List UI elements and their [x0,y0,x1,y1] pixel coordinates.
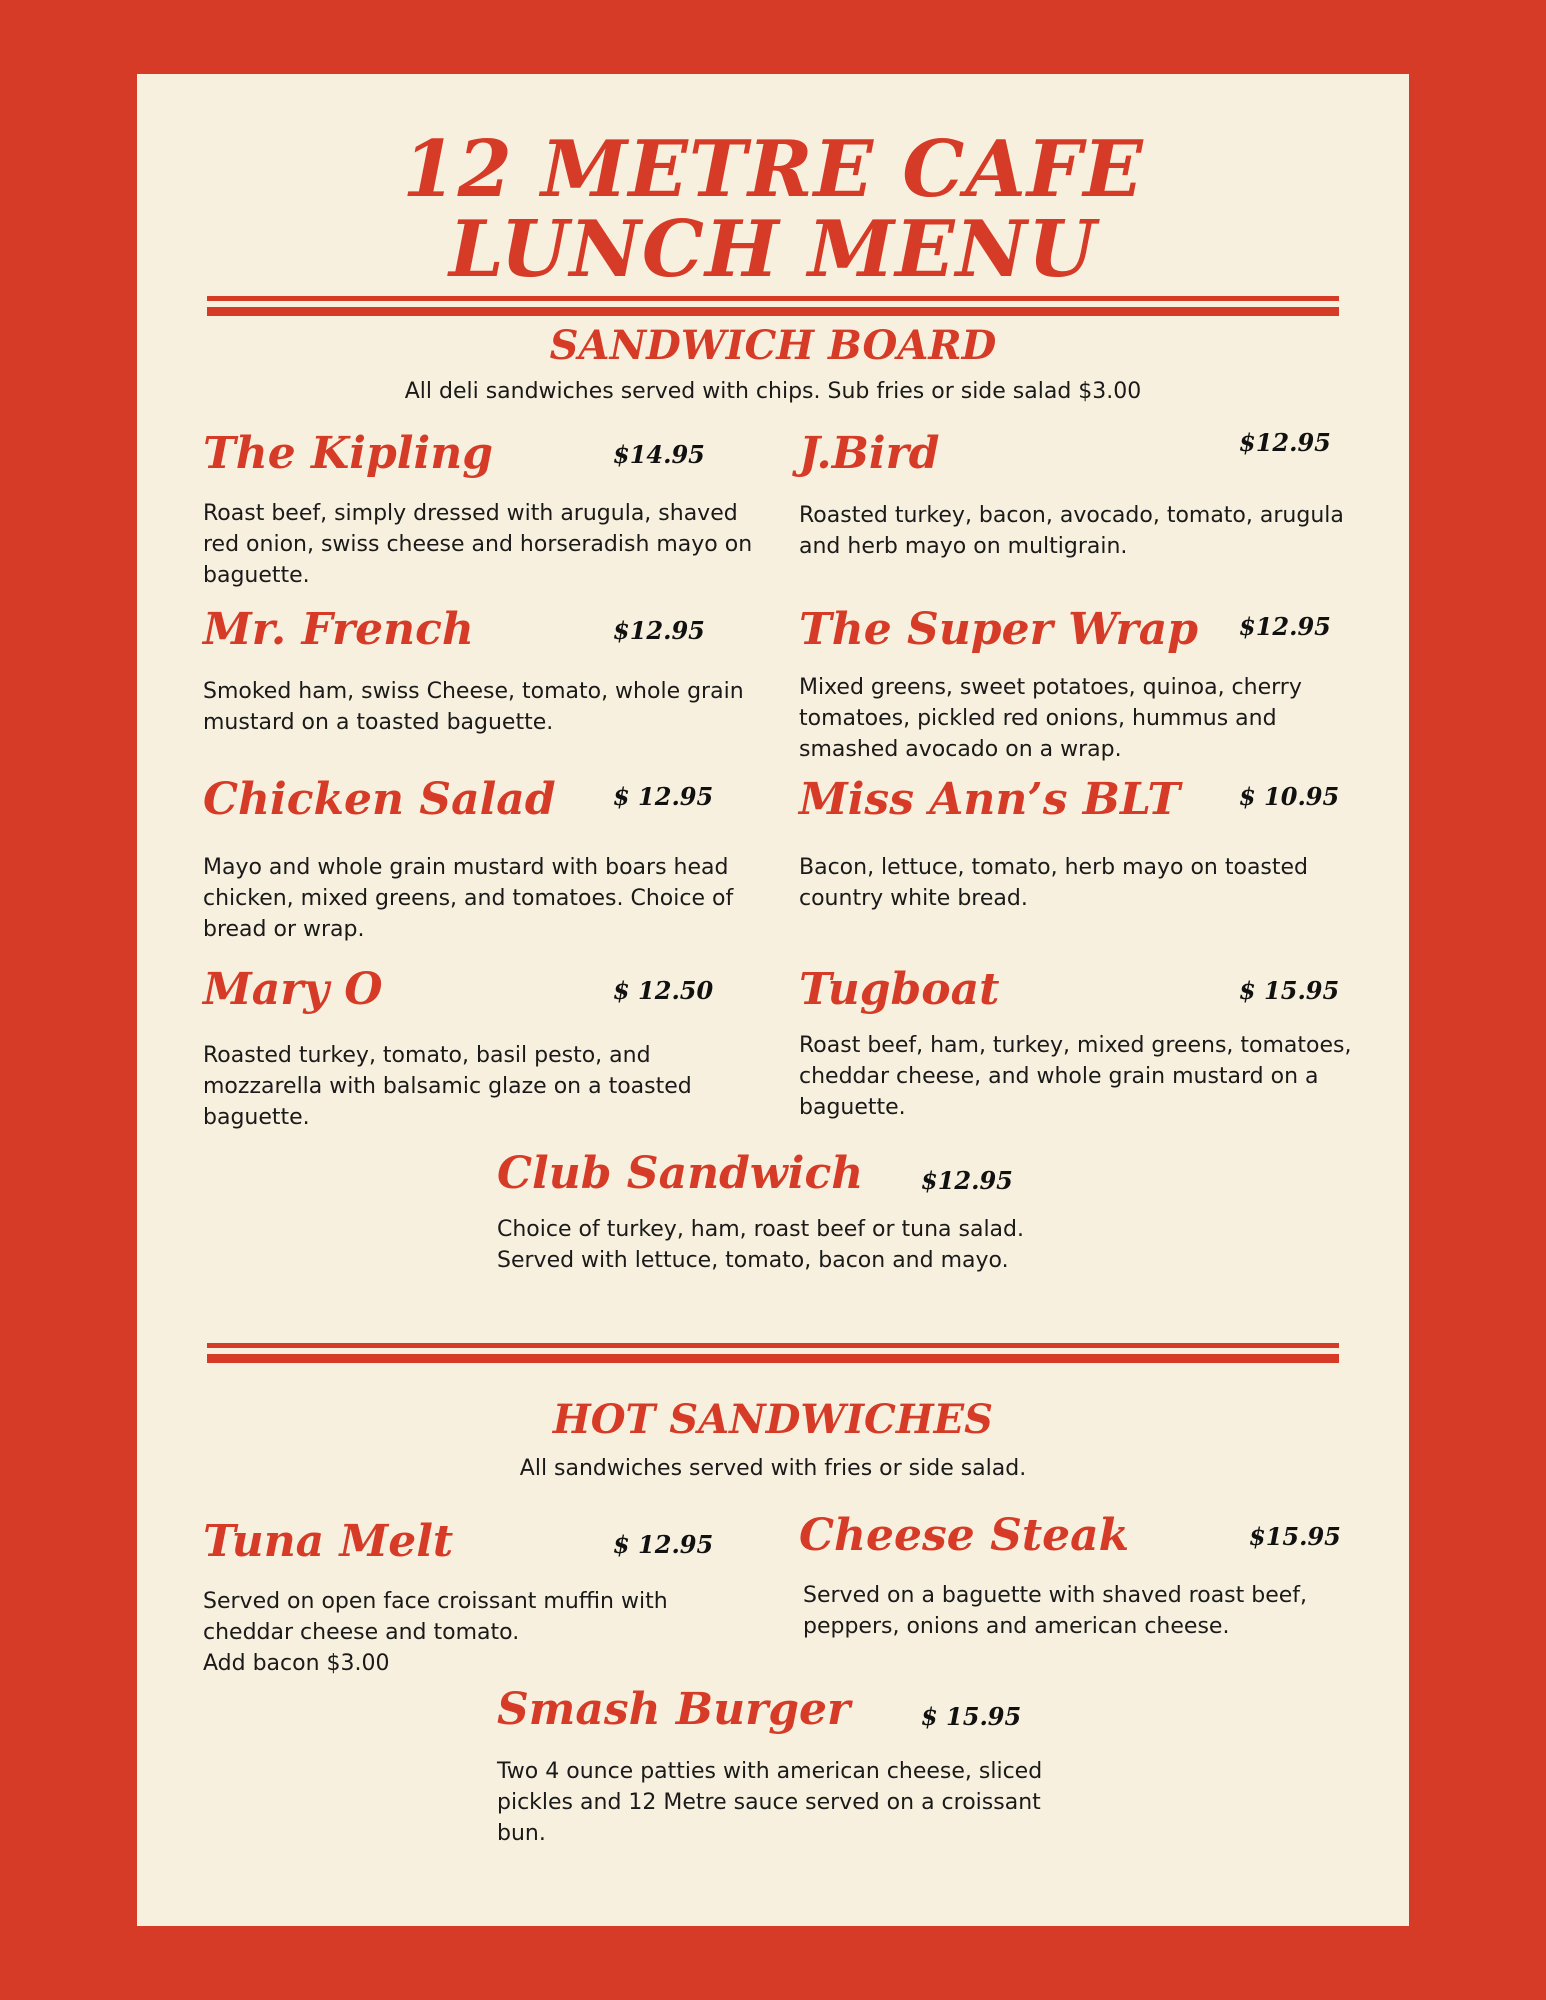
item-description: Roasted turkey, tomato, basil pesto, and mozzarella with balsamic glaze on a toasted baguette. [203,1043,692,1130]
item-price: $12.95 [1239,428,1331,457]
item-price: $ 15.95 [921,1702,1022,1731]
item-price: $ 15.95 [1239,976,1340,1005]
title-line-1: 12 METRE CAFE [402,124,1144,215]
item-name: Miss Ann’s BLT [799,774,1181,825]
item-price: $12.95 [1239,612,1331,641]
hot-sandwiches-title: HOT SANDWICHES [552,1396,994,1443]
item-price: $ 12.95 [613,1530,714,1559]
item-description: Choice of turkey, ham, roast beef or tuna salad. Served with lettuce, tomato, bacon and mayo. [497,1217,1024,1273]
item-price: $ 12.95 [613,782,714,811]
sandwich-board-note: All deli sandwiches served with chips. Sub fries or side salad $3.00 [404,379,1142,404]
item-description: Two 4 ounce patties with american cheese, sliced pickles and 12 Metre sauce served on a croissant bun. [497,1759,1043,1846]
item-name: Tuna Melt [203,1516,454,1567]
item-name: The Kipling [203,428,493,479]
item-price: $ 12.50 [613,976,714,1005]
menu-title [137,124,1409,295]
item-price: $15.95 [1249,1522,1341,1551]
item-name: Chicken Salad [203,774,556,825]
item-price: $ 10.95 [1239,782,1340,811]
title-line-2: LUNCH MENU [449,204,1097,295]
item-name: Mr. French [203,604,474,655]
item-price: $12.95 [613,616,705,645]
item-price: $12.95 [921,1166,1013,1195]
item-description: Served on a baguette with shaved roast beef, peppers, onions and american cheese. [803,1583,1308,1639]
item-name: Smash Burger [497,1684,851,1735]
item-name: Club Sandwich [497,1148,864,1199]
item-description: Bacon, lettuce, tomato, herb mayo on toasted country white bread. [799,855,1309,911]
item-extra: Add bacon $3.00 [203,1651,390,1676]
item-description: Roasted turkey, bacon, avocado, tomato, arugula and herb mayo on multigrain. [799,503,1344,559]
sandwich-board-title: SANDWICH BOARD [549,322,997,369]
item-description: Mixed greens, sweet potatoes, quinoa, cherry tomatoes, pickled red onions, hummus and smashed avocado on a wrap. [799,675,1302,762]
item-description: Roast beef, ham, turkey, mixed greens, tomatoes, cheddar cheese, and whole grain mustard on a baguette. [799,1033,1352,1120]
item-description: Roast beef, simply dressed with arugula, shaved red onion, swiss cheese and horseradish mayo on baguette. [203,501,753,588]
item-name: Tugboat [799,964,1000,1015]
divider-top [207,296,1339,316]
divider-middle [207,1343,1339,1363]
item-name: The Super Wrap [799,604,1198,655]
hot-sandwiches-note: All sandwiches served with fries or side salad. [519,1456,1027,1481]
item-description: Smoked ham, swiss Cheese, tomato, whole grain mustard on a toasted baguette. [203,679,744,735]
menu-page [137,74,1409,1926]
item-price: $14.95 [613,440,705,469]
item-description: Mayo and whole grain mustard with boars head chicken, mixed greens, and tomatoes. Choice of bread or wrap. [203,855,734,942]
item-name: Cheese Steak [799,1510,1130,1561]
item-description: Served on open face croissant muffin with cheddar cheese and tomato. [203,1589,668,1645]
item-name: J.Bird [799,428,940,479]
item-name: Mary O [203,964,383,1015]
